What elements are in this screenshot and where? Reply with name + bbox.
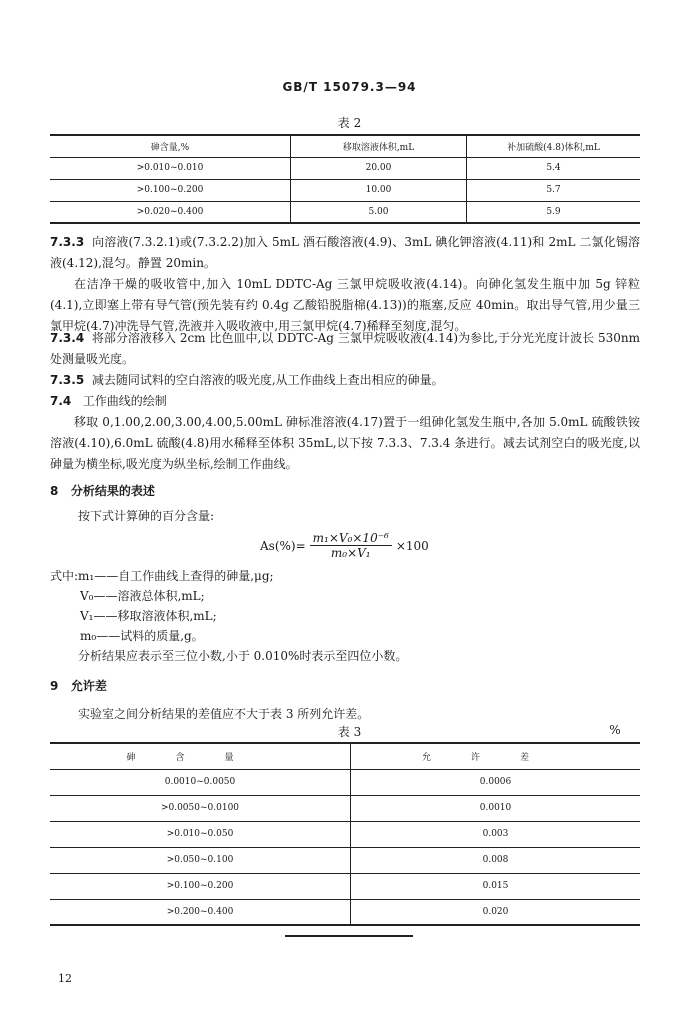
end-rule [285, 935, 413, 937]
table-row [50, 179, 640, 201]
page-number: 12 [58, 972, 72, 985]
formula-denominator: m₀×V₁ [330, 546, 371, 560]
legend-line: V₁——移取溶液体积,mL; [80, 609, 217, 623]
table2-cell: 5.4 [467, 157, 641, 179]
table3-cell: 0.020 [482, 906, 509, 917]
table2-col-arsenic: 砷含量,% [50, 135, 291, 157]
standard-number-header: GB/T 15079.3—94 [282, 80, 417, 94]
table2-cell: 5.9 [546, 206, 561, 217]
table3 [50, 742, 640, 926]
table-row [50, 769, 640, 795]
legend-line: V₀——溶液总体积,mL; [80, 589, 205, 603]
legend-line: 式中:m₁——自工作曲线上查得的砷量,μg; [50, 569, 274, 583]
section-7-4-text: 移取 0,1.00,2.00,3.00,4.00,5.00mL 砷标准溶液(4.17)置于一组砷化氢发生瓶中,各加 5.0mL 硫酸铁铵溶液(4.10),6.0mL 硫酸(4.8)用水稀释至体积 35mL,以下按 7.3.3、7.3.4 条进行。减去试剂空白的吸光度,以砷量为横坐标,吸光度为纵坐标,绘制工作曲线。 [50, 415, 640, 471]
table2-cell: 20.00 [291, 157, 467, 179]
section-7-3-4 [50, 328, 640, 370]
table2-cell: 5.7 [467, 179, 641, 201]
table3-header-row [50, 743, 640, 769]
table2-cell: >0.020~0.400 [50, 201, 291, 223]
table3-cell: 0.003 [351, 821, 641, 847]
table3-col-arsenic: 砷含量 [50, 743, 351, 769]
table3-cell: >0.0050~0.0100 [50, 795, 351, 821]
table3-caption: 表 3 [337, 725, 362, 739]
section-number: 7.3.3 [50, 235, 85, 249]
section-number: 7.4 [50, 394, 72, 408]
table3-cell: 0.0010~0.0050 [50, 769, 351, 795]
table2-header-row [50, 135, 640, 157]
legend-line: m₀——试料的质量,g。 [80, 629, 204, 643]
section-7-3-3-continued: 在洁净干燥的吸收管中,加入 10mL DDTC-Ag 三氯甲烷吸收液(4.14)。向砷化氢发生瓶中加 5g 锌粒(4.1),立即塞上带有导气管(预先装有约 0.4g 乙酸铅脱脂棉(4.13))的瓶塞,反应 40min。取出导气管,用少量三氯甲烷(4.7)冲洗导气管,洗液并入吸收液中,用三氯甲烷(4.7)稀释至刻度,混匀。 [50, 277, 640, 333]
table-row [50, 821, 640, 847]
section-text: 将部分溶液移入 2cm 比色皿中,以 DDTC-Ag 三氯甲烷吸收液(4.14)为参比,于分光光度计波长 530nm 处测量吸光度。 [50, 331, 640, 366]
table2-cell: >0.100~0.200 [50, 179, 291, 201]
section-7-4-heading [50, 391, 640, 412]
table3-cell: >0.050~0.100 [50, 847, 351, 873]
table3-unit: % [609, 723, 621, 737]
section-number: 7.3.4 [50, 331, 85, 345]
section-text: 减去随同试料的空白溶液的吸光度,从工作曲线上查出相应的砷量。 [91, 373, 444, 387]
section-9-intro: 实验室之间分析结果的差值应不大于表 3 所列允许差。 [78, 707, 370, 721]
table-row [50, 847, 640, 873]
arsenic-formula [260, 531, 429, 560]
formula-numerator: m₁×V₀×10⁻⁶ [310, 531, 392, 546]
table2-caption: 表 2 [337, 116, 362, 130]
table3-cell: >0.100~0.200 [50, 873, 351, 899]
section-title: 允许差 [70, 679, 107, 693]
section-7-3-3 [50, 232, 640, 274]
section-9-heading [50, 677, 107, 694]
table-row [50, 873, 640, 899]
table3-cell: 0.015 [351, 873, 641, 899]
section-text: 向溶液(7.3.2.1)或(7.3.2.2)加入 5mL 酒石酸溶液(4.9)、3mL 碘化钾溶液(4.11)和 2mL 二氯化锡溶液(4.12),混匀。静置 20min。 [50, 235, 640, 270]
section-8-note: 分析结果应表示至三位小数,小于 0.010%时表示至四位小数。 [78, 649, 408, 663]
formula-lhs: As(%)= [260, 538, 306, 553]
table3-cell: >0.010~0.050 [50, 821, 351, 847]
table3-cell: 0.008 [351, 847, 641, 873]
table2-col-sulfuric: 补加硫酸(4.8)体积,mL [467, 135, 641, 157]
table2-cell: >0.010~0.010 [50, 157, 291, 179]
section-7-3-5 [50, 370, 640, 391]
formula-tail: ×100 [395, 538, 429, 553]
table3-col-tolerance: 允许差 [351, 743, 641, 769]
section-number: 7.3.5 [50, 373, 85, 387]
section-title: 工作曲线的绘制 [82, 394, 167, 408]
table3-cell: >0.200~0.400 [50, 899, 351, 925]
table-row [50, 795, 640, 821]
table-row [50, 899, 640, 925]
section-number: 8 [50, 484, 59, 498]
table2-col-volume: 移取溶液体积,mL [291, 135, 467, 157]
table3-cell: 0.0010 [351, 795, 641, 821]
formula-legend [50, 566, 274, 646]
section-8-intro: 按下式计算砷的百分含量: [78, 509, 215, 523]
formula-fraction [310, 531, 392, 560]
section-title: 分析结果的表述 [70, 484, 155, 498]
table2 [50, 134, 640, 224]
section-8-heading [50, 482, 155, 499]
table-row [50, 201, 640, 223]
table3-cell: 0.0006 [351, 769, 641, 795]
table-row [50, 157, 640, 179]
table2-cell: 5.00 [291, 201, 467, 223]
table2-cell: 10.00 [291, 179, 467, 201]
section-number: 9 [50, 679, 59, 693]
